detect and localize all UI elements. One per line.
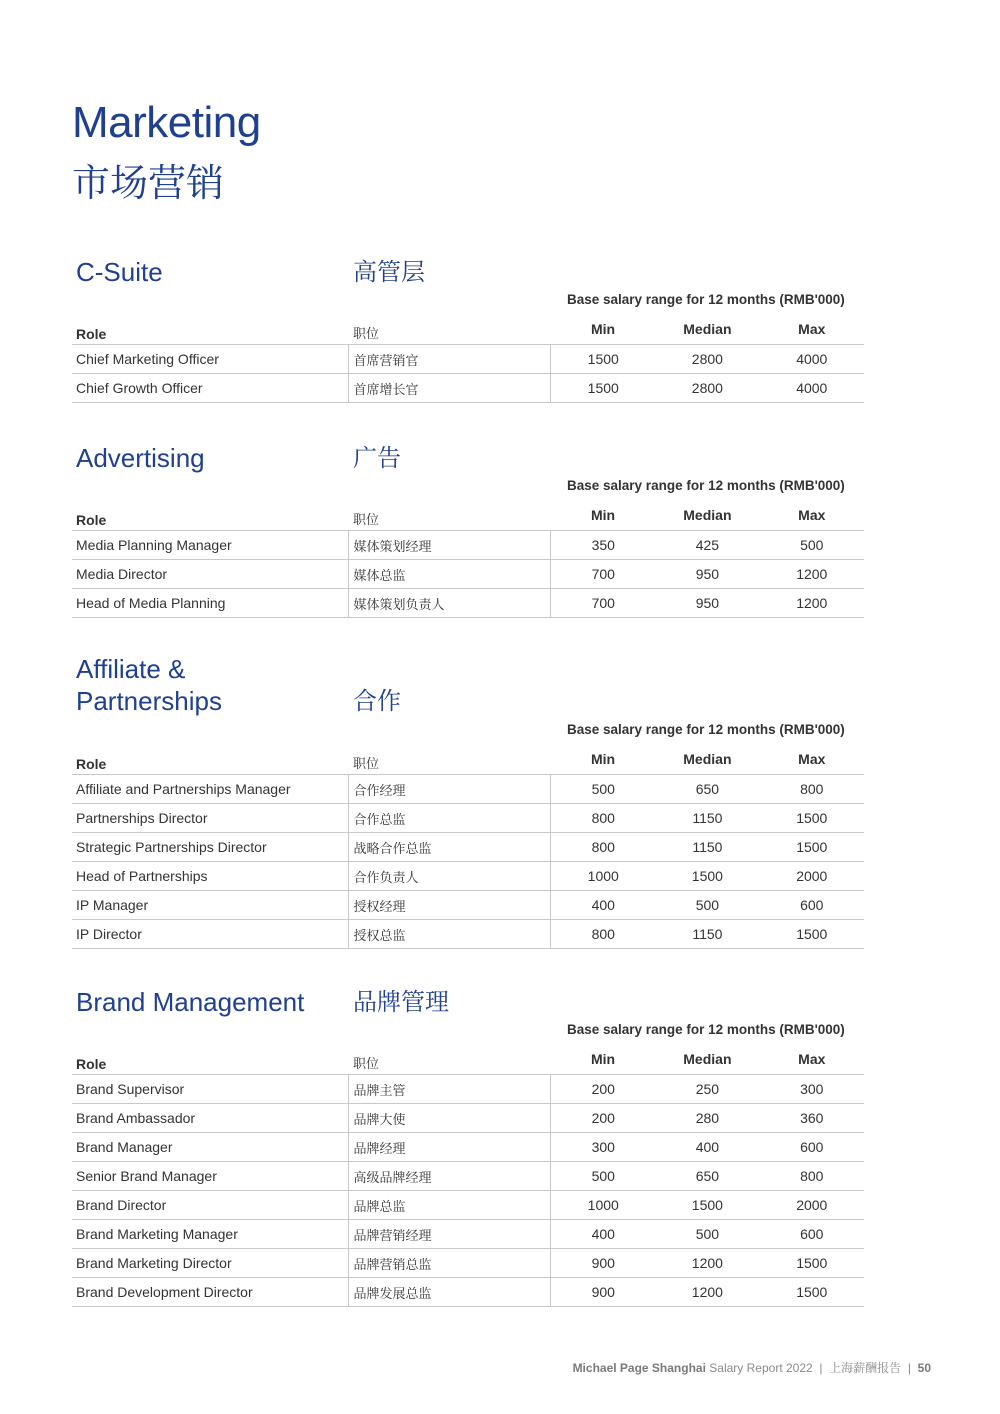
column-header-role-cn: 职位	[353, 327, 380, 342]
cell-role-cn: 媒体策划经理	[348, 531, 551, 560]
section-header	[72, 986, 864, 1026]
cell-median: 650	[655, 775, 759, 804]
cell-median: 950	[655, 589, 759, 618]
cell-median: 2800	[655, 345, 759, 374]
cell-role-cn: 媒体策划负责人	[348, 589, 551, 618]
table-row	[72, 589, 864, 618]
cell-median: 425	[655, 531, 759, 560]
cell-role: Brand Marketing Manager	[72, 1220, 348, 1249]
cell-max: 2000	[760, 1191, 864, 1220]
cell-role-cn: 品牌主管	[348, 1075, 551, 1104]
cell-role: Media Director	[72, 560, 348, 589]
salary-range-caption: Base salary range for 12 months (RMB'000)	[567, 722, 845, 737]
cell-median: 650	[655, 1162, 759, 1191]
table-header-row	[72, 500, 864, 531]
section-affiliate-partnerships	[72, 653, 864, 944]
cell-min: 800	[551, 920, 655, 949]
cell-median: 950	[655, 560, 759, 589]
column-header-role: Role	[76, 512, 107, 528]
cell-median: 250	[655, 1075, 759, 1104]
salary-table	[72, 500, 864, 618]
section-title-cn: 高管层	[353, 258, 425, 286]
table-header-row	[72, 314, 864, 345]
cell-role-cn: 授权总监	[348, 920, 551, 949]
column-header-role: Role	[76, 326, 107, 342]
column-header-max: Max	[798, 507, 826, 523]
footer-brand: Michael Page Shanghai	[572, 1361, 706, 1375]
salary-table	[72, 314, 864, 403]
section-title: Advertising	[76, 443, 205, 473]
table-row	[72, 1220, 864, 1249]
column-header-median: Median	[683, 507, 732, 523]
cell-min: 900	[551, 1249, 655, 1278]
cell-min: 800	[551, 833, 655, 862]
section-title-line-2: Partnerships	[76, 686, 222, 716]
cell-median: 1150	[655, 920, 759, 949]
cell-median: 280	[655, 1104, 759, 1133]
cell-min: 400	[551, 1220, 655, 1249]
cell-role-cn: 媒体总监	[348, 560, 551, 589]
cell-role: Chief Growth Officer	[72, 374, 348, 403]
cell-min: 1000	[551, 862, 655, 891]
cell-role-cn: 品牌营销经理	[348, 1220, 551, 1249]
table-row	[72, 1249, 864, 1278]
cell-max: 600	[760, 1133, 864, 1162]
cell-median: 1200	[655, 1278, 759, 1307]
cell-role: Brand Supervisor	[72, 1075, 348, 1104]
table-row	[72, 775, 864, 804]
cell-min: 300	[551, 1133, 655, 1162]
footer-report-cn: 上海薪酬报告	[829, 1361, 902, 1375]
cell-min: 900	[551, 1278, 655, 1307]
page-number: 50	[917, 1361, 931, 1375]
table-row	[72, 531, 864, 560]
section-title-cn: 品牌管理	[353, 988, 449, 1016]
cell-role-cn: 品牌大使	[348, 1104, 551, 1133]
cell-role-cn: 合作总监	[348, 804, 551, 833]
cell-role-cn: 品牌经理	[348, 1133, 551, 1162]
cell-role-cn: 合作经理	[348, 775, 551, 804]
column-header-role: Role	[76, 756, 107, 772]
cell-role-cn: 首席营销官	[348, 345, 551, 374]
cell-median: 1200	[655, 1249, 759, 1278]
cell-role-cn: 合作负责人	[348, 862, 551, 891]
section-title	[76, 653, 222, 717]
cell-min: 200	[551, 1075, 655, 1104]
cell-median: 500	[655, 1220, 759, 1249]
cell-min: 350	[551, 531, 655, 560]
cell-role: Brand Director	[72, 1191, 348, 1220]
table-row	[72, 1075, 864, 1104]
salary-range-caption: Base salary range for 12 months (RMB'000)	[567, 1022, 845, 1037]
cell-max: 1500	[760, 833, 864, 862]
cell-max: 800	[760, 1162, 864, 1191]
page-title-cn: 市场营销	[72, 161, 225, 205]
table-row	[72, 374, 864, 403]
cell-min: 400	[551, 891, 655, 920]
cell-max: 360	[760, 1104, 864, 1133]
column-header-median: Median	[683, 321, 732, 337]
cell-median: 2800	[655, 374, 759, 403]
table-row	[72, 862, 864, 891]
cell-role: Media Planning Manager	[72, 531, 348, 560]
cell-min: 200	[551, 1104, 655, 1133]
cell-min: 1500	[551, 374, 655, 403]
section-title-line-1: Affiliate &	[76, 654, 186, 684]
cell-role: Head of Media Planning	[72, 589, 348, 618]
cell-max: 1500	[760, 1249, 864, 1278]
cell-role: IP Director	[72, 920, 348, 949]
cell-role: Strategic Partnerships Director	[72, 833, 348, 862]
column-header-median: Median	[683, 751, 732, 767]
cell-role-cn: 授权经理	[348, 891, 551, 920]
cell-median: 1150	[655, 804, 759, 833]
page-footer	[573, 1359, 931, 1376]
salary-range-caption: Base salary range for 12 months (RMB'000)	[567, 292, 845, 307]
cell-median: 400	[655, 1133, 759, 1162]
table-row	[72, 1278, 864, 1307]
section-c-suite	[72, 256, 864, 398]
section-title: C-Suite	[76, 257, 163, 287]
table-row	[72, 345, 864, 374]
table-header-row	[72, 1044, 864, 1075]
table-row	[72, 833, 864, 862]
footer-separator: |	[819, 1361, 823, 1375]
cell-role: Senior Brand Manager	[72, 1162, 348, 1191]
column-header-role-cn: 职位	[353, 757, 380, 772]
column-header-min: Min	[590, 751, 616, 767]
cell-role-cn: 高级品牌经理	[348, 1162, 551, 1191]
column-header-max: Max	[798, 1051, 826, 1067]
section-advertising	[72, 442, 864, 613]
cell-min: 500	[551, 1162, 655, 1191]
cell-max: 600	[760, 891, 864, 920]
table-row	[72, 804, 864, 833]
cell-role: Brand Ambassador	[72, 1104, 348, 1133]
column-header-role-cn: 职位	[353, 513, 380, 528]
cell-role: IP Manager	[72, 891, 348, 920]
table-row	[72, 1191, 864, 1220]
cell-max: 600	[760, 1220, 864, 1249]
cell-max: 4000	[760, 345, 864, 374]
cell-max: 500	[760, 531, 864, 560]
cell-role: Affiliate and Partnerships Manager	[72, 775, 348, 804]
cell-role-cn: 品牌营销总监	[348, 1249, 551, 1278]
cell-median: 1150	[655, 833, 759, 862]
cell-max: 1200	[760, 589, 864, 618]
table-row	[72, 1162, 864, 1191]
column-header-max: Max	[798, 751, 826, 767]
salary-table	[72, 744, 864, 949]
footer-report: Salary Report 2022	[709, 1361, 813, 1375]
cell-role: Partnerships Director	[72, 804, 348, 833]
cell-min: 500	[551, 775, 655, 804]
cell-max: 1500	[760, 920, 864, 949]
cell-role: Brand Development Director	[72, 1278, 348, 1307]
column-header-median: Median	[683, 1051, 732, 1067]
column-header-role: Role	[76, 1056, 107, 1072]
column-header-role-cn: 职位	[353, 1057, 380, 1072]
page-title: Marketing	[72, 98, 261, 147]
section-brand-management	[72, 986, 864, 1302]
cell-min: 700	[551, 589, 655, 618]
cell-role-cn: 战略合作总监	[348, 833, 551, 862]
cell-max: 1500	[760, 804, 864, 833]
salary-table	[72, 1044, 864, 1307]
section-header	[72, 653, 864, 717]
cell-role-cn: 品牌发展总监	[348, 1278, 551, 1307]
cell-median: 1500	[655, 1191, 759, 1220]
column-header-max: Max	[798, 321, 826, 337]
cell-role: Chief Marketing Officer	[72, 345, 348, 374]
cell-role: Brand Marketing Director	[72, 1249, 348, 1278]
cell-role: Head of Partnerships	[72, 862, 348, 891]
cell-role-cn: 品牌总监	[348, 1191, 551, 1220]
column-header-min: Min	[590, 507, 616, 523]
cell-min: 800	[551, 804, 655, 833]
cell-median: 500	[655, 891, 759, 920]
section-title: Brand Management	[76, 987, 305, 1017]
section-header	[72, 442, 864, 482]
column-header-min: Min	[590, 1051, 616, 1067]
cell-min: 1500	[551, 345, 655, 374]
cell-max: 2000	[760, 862, 864, 891]
section-header	[72, 256, 864, 296]
column-header-min: Min	[590, 321, 616, 337]
cell-min: 1000	[551, 1191, 655, 1220]
section-title-cn: 合作	[353, 687, 401, 715]
cell-max: 1200	[760, 560, 864, 589]
table-header-row	[72, 744, 864, 775]
cell-max: 4000	[760, 374, 864, 403]
cell-max: 800	[760, 775, 864, 804]
cell-role-cn: 首席增长官	[348, 374, 551, 403]
table-row	[72, 891, 864, 920]
cell-min: 700	[551, 560, 655, 589]
cell-max: 1500	[760, 1278, 864, 1307]
footer-separator: |	[907, 1361, 911, 1375]
cell-max: 300	[760, 1075, 864, 1104]
table-row	[72, 920, 864, 949]
salary-range-caption: Base salary range for 12 months (RMB'000)	[567, 478, 845, 493]
table-row	[72, 1104, 864, 1133]
cell-role: Brand Manager	[72, 1133, 348, 1162]
cell-median: 1500	[655, 862, 759, 891]
table-row	[72, 1133, 864, 1162]
table-row	[72, 560, 864, 589]
section-title-cn: 广告	[353, 444, 401, 472]
